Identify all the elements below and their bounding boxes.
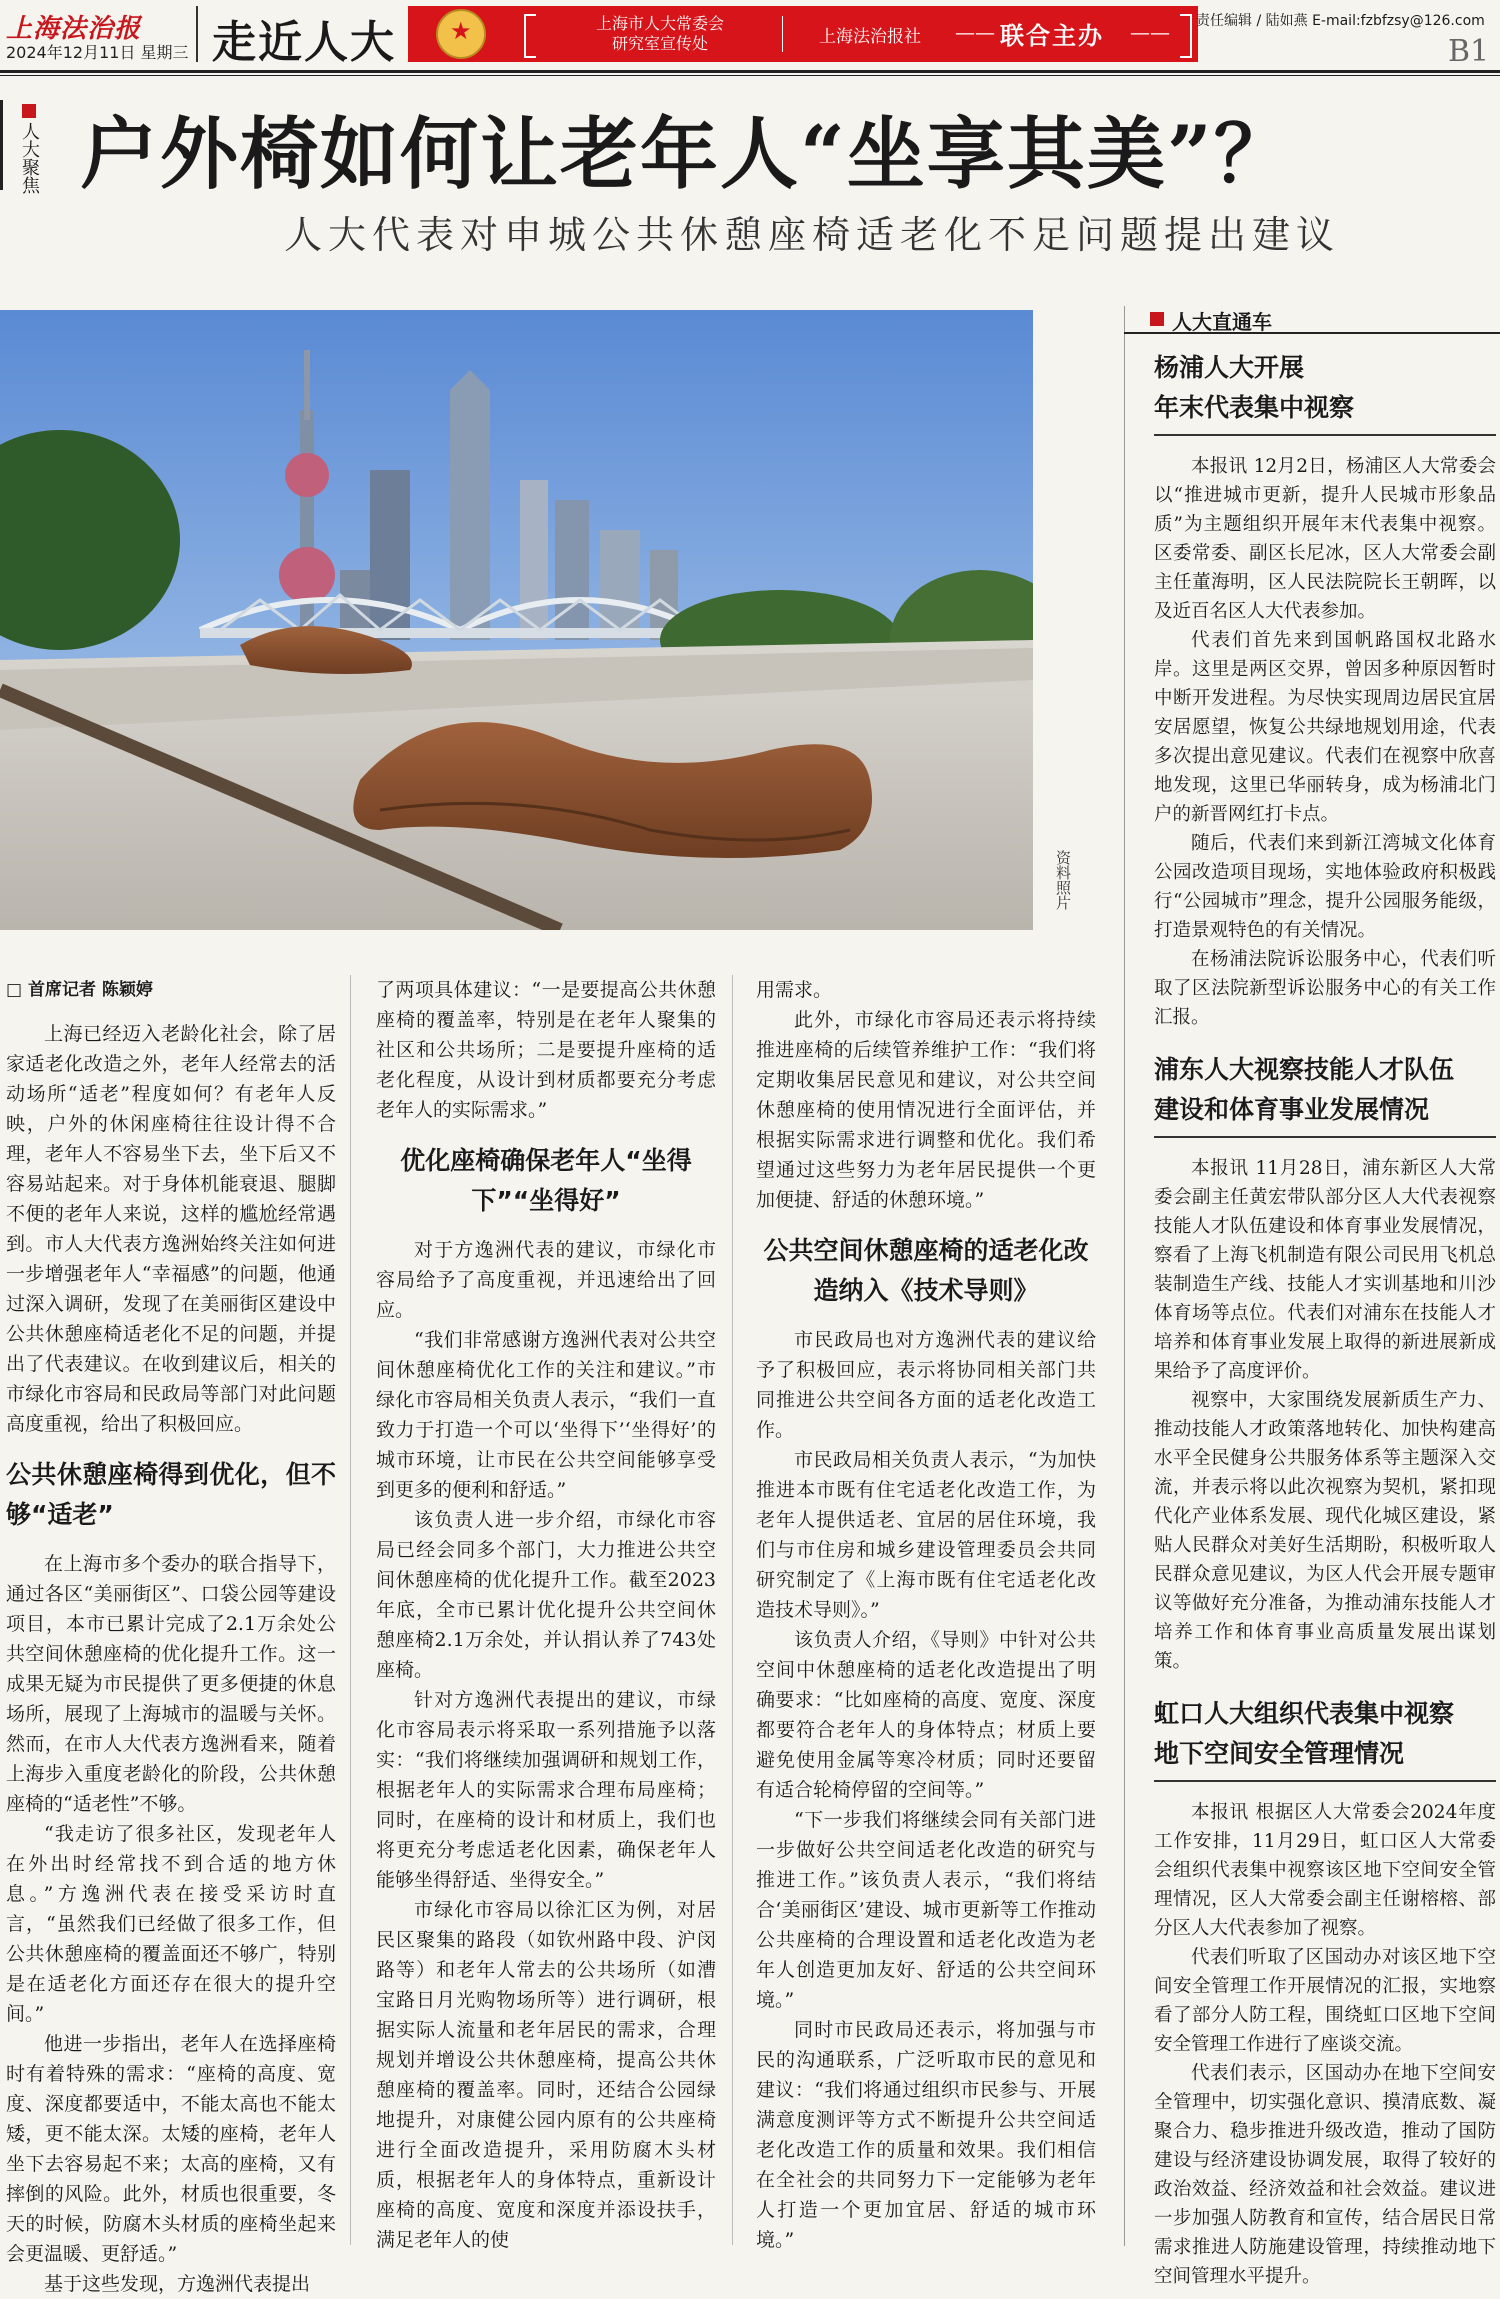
banner-bracket-right (1180, 14, 1192, 58)
banner-dash-right: —— (1130, 20, 1170, 44)
paragraph: 本报讯 根据区人大常委会2024年度工作安排，11月29日，虹口区人大常委会组织代表集中视察该区地下空间安全管理情况，区人大常委会副主任谢榕榕、部分区人大代表参加了视察。 (1154, 1802, 1496, 1939)
paragraph: 上海已经迈入老龄化社会，除了居家适老化改造之外，老年人经常去的活动场所“适老”程度如何？有老年人反映，户外的休闲座椅往往设计得不合理，老年人不容易坐下去，坐下后又不容易站起来。对于身体机能衰退、腿脚不便的老年人来说，这样的尴尬经常遇到。市人大代表方逸洲始终关注如何进一步增强老年人“幸福感”的问题，他通过深入调研，发现了在美丽街区建设中公共休憩座椅适老化不足的问题，并提出了代表建议。在收到建议后，相关的市绿化市容局和民政局等部门对此问题高度重视，给出了积极回应。 (6, 1023, 336, 1435)
rail-item-rule (1154, 434, 1496, 436)
organizer-2: 上海法治报社 (819, 27, 921, 47)
organizer-1-line2: 研究室宣传处 (611, 34, 708, 53)
paragraph: 代表们听取了区国动办对该区地下空间安全管理工作开展情况的汇报，实地察看了部分人防工程，围绕虹口区地下空间安全管理工作进行了座谈交流。 (1154, 1947, 1496, 2055)
rail-item-rule (1154, 1136, 1496, 1138)
column-rule (350, 975, 351, 2245)
section-subheading-3: 公共空间休憩座椅的适老化改造纳入《技术导则》 (763, 1236, 1089, 1305)
paragraph: 代表们首先来到国帆路国权北路水岸。这里是两区交界，曾因多种原因暂时中断开发进程。为尽快实现周边居民宜居安居愿望，恢复公共绿地规划用途，代表多次提出意见建议。代表们在视察中欣喜地发现，这里已华丽转身，成为杨浦北门户的新晋网红打卡点。 (1154, 630, 1496, 825)
column-rule (732, 975, 733, 2245)
paragraph: 市民政局相关负责人表示，“为加快推进本市既有住宅适老化改造工作，为老年人提供适老、宜居的居住环境，我们与市住房和城乡建设管理委员会共同研究制定了《上海市既有住宅适老化改造技术导则》。” (756, 1449, 1096, 1621)
paragraph: 在上海市多个委办的联合指导下，通过各区“美丽街区”、口袋公园等建设项目，本市已累计完成了2.1万余处公共空间休憩座椅的优化提升工作。这一成果无疑为市民提供了更多便捷的休息场所，展现了上海城市的温暖与关怀。然而，在市人大代表方逸洲看来，随着上海步入重度老龄化的阶段，公共休憩座椅的“适老性”不够。 (6, 1553, 336, 1815)
masthead-rule-thin (0, 75, 1500, 76)
masthead (0, 0, 1500, 70)
rail-marker-icon (1150, 312, 1164, 326)
paragraph: 针对方逸洲代表提出的建议，市绿化市容局表示将采取一系列措施予以落实：“我们将继续加强调研和规划工作，根据老年人的实际需求合理布局座椅；同时，在座椅的设计和材质上，我们也将更充分考虑适老化因素，确保老年人能够坐得舒适、坐得安全。” (376, 1689, 716, 1891)
editor-credit: 责任编辑 / 陆如燕 E-mail:fzbfzsy@126.com (1196, 13, 1485, 29)
paragraph: 视察中，大家围绕发展新质生产力、推动技能人才政策落地转化、加快构建高水平全民健身公共服务体系等主题深入交流，并表示将以此次视察为契机，紧扣现代化产业体系发展、现代化城区建设，紧贴人民群众对美好生活期盼，积极听取人民群众意见建议，为区人代会开展专题审议等做好充分准备，为推动浦东技能人才培养工作和体育事业高质量发展出谋划策。 (1154, 1390, 1496, 1672)
paragraph: “我走访了很多社区，发现老年人在外出时经常找不到合适的地方休息。”方逸洲代表在接受采访时直言，“虽然我们已经做了很多工作，但公共休憩座椅的覆盖面还不够广，特别是在适老化方面还存在很大的提升空间。” (6, 1823, 336, 2025)
rail-item-title-line: 地下空间安全管理情况 (1154, 1739, 1405, 1768)
paragraph: 市绿化市容局以徐汇区为例，对居民区聚集的路段（如钦州路中段、沪闵路等）和老年人常去的公共场所（如漕宝路日月光购物场所等）进行调研，根据实际人流量和老年居民的需求，合理规划并增设公共休憩座椅，提高公共休憩座椅的覆盖率。同时，还结合公园绿地提升，对康健公园内原有的公共座椅进行全面改造提升，采用防腐木头材质，根据老年人的身体特点，重新设计座椅的高度、宽度和深度并添设扶手，满足老年人的使 (376, 1899, 716, 2251)
rail-item-title-line: 年末代表集中视察 (1154, 393, 1355, 422)
byline: □ 首席记者 陈颖婷 (6, 980, 153, 1000)
masthead-divider (196, 6, 198, 62)
masthead-rule (0, 70, 1500, 73)
banner-dash-left: —— (955, 20, 995, 44)
kicker-label: 人大聚焦 (19, 122, 40, 194)
national-emblem-icon (436, 9, 486, 59)
rail-item-title (1154, 1694, 1496, 1774)
paragraph: 本报讯 11月28日，浦东新区人大常委会副主任黄宏带队部分区人大代表视察技能人才队伍建设和体育事业发展情况，察看了上海飞机制造有限公司民用飞机总装制造生产线、技能人才实训基地和川沙体育场等点位。代表们对浦东在技能人才培养和体育事业发展上取得的新进展新成果给予了高度评价。 (1154, 1158, 1496, 1382)
paragraph: 他进一步指出，老年人在选择座椅时有着特殊的需求：“座椅的高度、宽度、深度都要适中，不能太高也不能太矮，更不能太深。太矮的座椅，老年人坐下去容易起不来；太高的座椅，又有摔倒的风险。此外，材质也很重要，冬天的时候，防腐木头材质的座椅坐起来会更温暖、更舒适。” (6, 2033, 336, 2265)
organizer-1-line1: 上海市人大常委会 (595, 14, 724, 33)
paragraph: 该负责人进一步介绍，市绿化市容局已经会同多个部门，大力推进公共空间休憩座椅的优化提升工作。截至2023年底，全市已累计优化提升公共空间休憩座椅2.1万余处，并认捐认养了743处座椅。 (376, 1509, 716, 1681)
kicker-marker-icon (22, 104, 36, 118)
rail-item-title-line: 虹口人大组织代表集中视察 (1154, 1699, 1455, 1728)
news-rail (1154, 348, 1496, 2291)
rail-item-title-line: 杨浦人大开展 (1154, 353, 1305, 382)
article-column-1 (6, 975, 336, 2299)
subheadline: 人大代表对申城公共休憩座椅适老化不足问题提出建议 (284, 213, 1341, 257)
joint-sponsor-label: 联合主办 (1000, 21, 1104, 50)
article-column-3 (756, 975, 1096, 2255)
lead-photo (0, 310, 1033, 930)
issue-date: 2024年12月11日 星期三 (6, 43, 189, 62)
article-column-2 (376, 975, 716, 2255)
paragraph: 同时市民政局还表示，将加强与市民的沟通联系，广泛听取市民的意见和建议：“我们将通过组织市民参与、开展满意度测评等方式不断提升公共空间适老化改造工作的质量和效果。我们相信在全社会的共同努力下一定能够为老年人打造一个更加宜居、舒适的城市环境。” (756, 2019, 1096, 2251)
paragraph: “下一步我们将继续会同有关部门进一步做好公共空间适老化改造的研究与推进工作。”该负责人表示，“我们将结合‘美丽街区’建设、城市更新等工作推动公共座椅的合理设置和适老化改造为老年人创造更加友好、舒适的公共空间环境。” (756, 1809, 1096, 2011)
rail-item-title (1154, 1050, 1496, 1130)
paragraph: 该负责人介绍，《导则》中针对公共空间中休憩座椅的适老化改造提出了明确要求：“比如座椅的高度、宽度、深度都要符合老年人的身体特点；材质上要避免使用金属等寒冷材质；同时还要留有适合轮椅停留的空间等。” (756, 1629, 1096, 1801)
organizer-1 (540, 14, 780, 54)
rail-item-title-line: 建设和体育事业发展情况 (1154, 1095, 1430, 1124)
paragraph: 代表们表示，区国动办在地下空间安全管理中，切实强化意识、摸清底数、凝聚合力、稳步推进升级改造，推动了国防建设与经济建设协调发展，取得了较好的政治效益、经济效益和社会效益。建议进一步加强人防教育和宣传，结合居民日常需求推进人防施建设管理，持续推动地下空间管理水平提升。 (1154, 2063, 1496, 2287)
paragraph: 在杨浦法院诉讼服务中心，代表们听取了区法院新型诉讼服务中心的有关工作汇报。 (1154, 949, 1496, 1028)
paragraph: 用需求。 (756, 979, 833, 1001)
section-subheading-2: 优化座椅确保老年人“坐得下”“坐得好” (400, 1146, 692, 1215)
rail-divider (1124, 306, 1125, 2246)
rail-header: 人大直通车 (1172, 310, 1272, 334)
rail-item-title (1154, 348, 1496, 428)
headline: 户外椅如何让老年人“坐享其美”？ (80, 109, 1294, 200)
section-subheading-1: 公共休憩座椅得到优化，但不够“适老” (6, 1460, 336, 1529)
paragraph: 此外，市绿化市容局还表示将持续推进座椅的后续管养维护工作：“我们将定期收集居民意见和建议，对公共空间休憩座椅的使用情况进行全面评估，并根据实际需求进行调整和优化。我们希望通过这些努力为老年居民提供一个更加便捷、舒适的休憩环境。” (756, 1009, 1096, 1211)
rail-item-title-line: 浦东人大视察技能人才队伍 (1154, 1055, 1455, 1084)
photo-bund-benches (0, 310, 1033, 930)
paragraph: 本报讯 12月2日，杨浦区人大常委会以“推进城市更新，提升人民城市形象品质”为主题组织开展年末代表集中视察。区委常委、副区长尼冰，区人大常委会副主任董海明，区人民法院院长王朝晖，以及近百名区人大代表参加。 (1154, 456, 1496, 622)
paragraph: 随后，代表们来到新江湾城文化体育公园改造项目现场，实地体验政府积极践行“公园城市”理念，提升公园服务能级，打造景观特色的有关情况。 (1154, 833, 1496, 941)
banner-bracket-left (524, 14, 536, 58)
photo-caption: 资料照片 (1054, 850, 1072, 910)
newspaper-logo: 上海法治报 (6, 14, 142, 44)
paragraph: 基于这些发现，方逸洲代表提出 (44, 2273, 311, 2295)
page-number: B1 (1448, 34, 1490, 69)
paragraph: 对于方逸洲代表的建议，市绿化市容局给予了高度重视，并迅速给出了回应。 (376, 1239, 716, 1321)
organizer-divider (782, 16, 783, 52)
paragraph: “我们非常感谢方逸洲代表对公共空间休憩座椅优化工作的关注和建议。”市绿化市容局相关负责人表示，“我们一直致力于打造一个可以‘坐得下’‘坐得好’的城市环境，让市民在公共空间能够享受到更多的便利和舒适。” (376, 1329, 716, 1501)
paragraph: 了两项具体建议：“一是要提高公共休憩座椅的覆盖率，特别是在老年人聚集的社区和公共场所；二是要提升座椅的适老化程度，从设计到材质都要充分考虑老年人的实际需求。” (376, 979, 716, 1121)
rail-item-rule (1154, 1780, 1496, 1782)
section-title: 走近人大 (212, 17, 396, 68)
paragraph: 市民政局也对方逸洲代表的建议给予了积极回应，表示将协同相关部门共同推进公共空间各方面的适老化改造工作。 (756, 1329, 1096, 1441)
kicker-bar (0, 100, 3, 190)
